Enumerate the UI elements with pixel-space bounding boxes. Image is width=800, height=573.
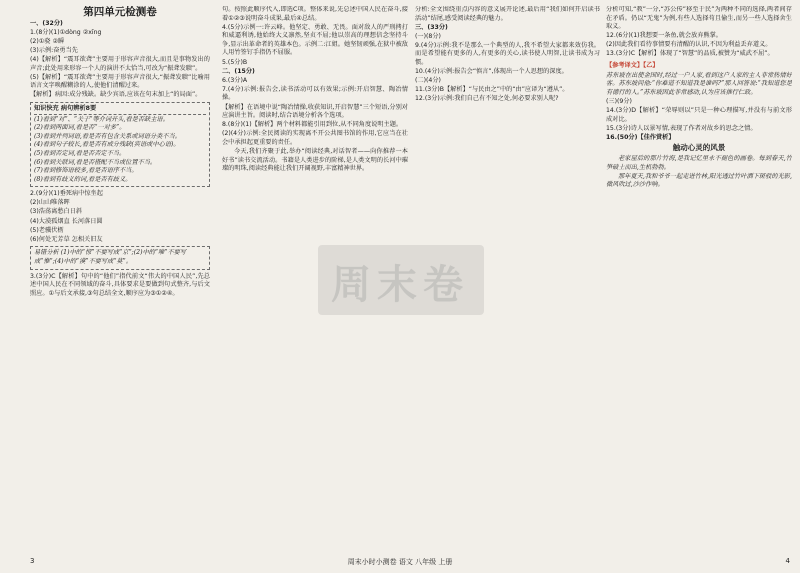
- knowledge-item: (1)看到“对”、“关于”等介词开头,看是否缺主语。: [34, 115, 169, 123]
- essay-paragraph: 老家屋后的那片竹海,是我记忆里永不褪色的画卷。每到春天,竹笋破土而出,生机勃勃。: [606, 155, 792, 171]
- answer-2-4: (4)大漠孤烟直 长河落日圆: [30, 217, 103, 225]
- knowledge-item: (6)看到关联词,看是否搭配不当或位置不当。: [34, 158, 157, 166]
- paragraph: 4.(5分)示例一:许云峰。他坚定、勇敢、无畏。面对敌人的严刑拷打和威逼利诱,他始终大义凛然,坚贞不屈;他以崇高的理想信念坚持斗争,显示出革命者的英雄本色。示例二:江姐。她坚韧顽强,在狱中被敌人用竹签钉手指仍不屈服。: [222, 23, 408, 57]
- paragraph: 11.(3分)B【解析】“与民由之”中的“由”应译为“遵从”。: [415, 86, 569, 94]
- answer-1-5: (5)【解析】“震耳欲聋”主要用于形容声音很大,“振聋发聩”比喻用语言文字唤醒糊涂的人,使他们清醒过来。: [30, 73, 210, 90]
- paragraph: (一)(8分): [415, 32, 441, 40]
- answer-1-6: 【解析】病因:成分残缺。缺少宾语,应该在句末加上“的局面”。: [30, 91, 202, 99]
- knowledge-item: (8)看到有歧义的词,看是否有歧义。: [34, 175, 132, 183]
- paragraph: 句。按照此顺序代入,即选C项。整体来说,先总述中国人民在奋斗,接着①②③说明奋斗成果,最后④总结。: [222, 6, 408, 22]
- page-number-right: 4: [785, 557, 790, 565]
- answer-16: 16.(50分)【佳作赏析】: [606, 133, 675, 141]
- answer-14: 14.(3分)D【解析】“荣辱则以”只是一种心理描写,并没有与前文形成对比。: [606, 107, 792, 123]
- answer-2-2: (2)山山唯落晖: [30, 199, 70, 207]
- paragraph: 10.(4分)示例:报告会“慎言”,体现出一个人思想的深度。: [415, 68, 568, 76]
- section-head: (三)(9分): [606, 97, 632, 105]
- answer-2-1: 2.(9分)(1)垂死病中惊坐起: [30, 190, 103, 198]
- paragraph: (2)因此我们看待事情要有清醒的认识,不因为利益丢弃道义。: [606, 41, 772, 49]
- paragraph: 5.(5分)B: [222, 58, 248, 66]
- essay-title: 触动心灵的风景: [672, 143, 726, 153]
- reference-translation: 苏东坡在出使金国时,经过一户人家,看到这户人家的主人非常热情好客。苏东坡问他:“你难道不知道我是谁吗?”那人回答说:“我知道您是有德行的人。”苏东坡因此非常感动,认为应该推行仁政。: [606, 71, 792, 96]
- knowledge-item: (7)看到修饰语较多,看是否语序不当。: [34, 167, 138, 175]
- paragraph: 7.(4分)示例:报告会,读书活动可以有效果;示例:开启智慧、陶冶情操。: [222, 85, 408, 102]
- error-tip: 易错分析 (1)中的“惊”不要写成“京”;(2)中的“唯”不要写成“惟”;(4)中的“漠”不要写成“莫”。: [34, 249, 186, 265]
- watermark-banner: 周末卷: [331, 261, 469, 308]
- answer-3: 3.(3分)C【解析】句中的“他们”指代前文“伟大的中国人民”,先总述中国人民在不同领域的奋斗,具体要求是要做到句式整齐,与后文照应。①与后文承接,③句总结全文,顺序应为③①②④。: [30, 272, 210, 297]
- footer-title: 周末小时小测卷 语文 八年级 上册: [347, 558, 453, 566]
- answer-2-3: (3)浩荡离愁白日斜: [30, 208, 83, 216]
- paragraph: 13.(3分)C【解析】体现了“智慧”的品质,被赞为“威武不屈”。: [606, 50, 774, 58]
- knowledge-item: (5)看到否定词,看是否否定不当。: [34, 149, 126, 157]
- answer-1-3: (3)示例:奋勇当先: [30, 46, 78, 54]
- answer-1-2: (2)①骁 ②瞬: [30, 37, 65, 45]
- essay-paragraph: 那年夏天,我和爷爷一起走进竹林,阳光透过竹叶洒下斑驳的光影,微风吹过,沙沙作响。: [606, 172, 792, 189]
- knowledge-title: 知识快充 病句辨析8要: [34, 105, 206, 115]
- paragraph: 二、(15分): [222, 67, 255, 75]
- paragraph: 今天,我们齐聚于此,举办“阅读经典,对话智者——向你推荐一本好书”读书交流活动。书籍是人类进步的阶梯,是人类文明的长河中璀璨的明珠,阅读经典能让我们开阔视野,丰富精神世界。: [222, 148, 408, 173]
- answer-15: 15.(3分)诗人以景写情,表现了作者对故乡的思念之情。: [606, 124, 757, 132]
- knowledge-item: (2)看到两面词,看是否“一对多”。: [34, 124, 126, 132]
- answer-1-1: 1.(8分)(1)①dòng ②xīng: [30, 28, 102, 36]
- paragraph: 6.(3分)A: [222, 76, 248, 84]
- column-1: [30, 6, 210, 546]
- paragraph: 分析可知,“教”一分,“苏公传”移至于民”为两种不同的选择,两者间存在矛盾。仍以“无鬼”为例,有些人选择苟且偷生,而另一些人选择舍生取义。: [606, 6, 792, 31]
- paragraph: (二)(4分): [415, 77, 441, 85]
- paragraph: 12.(3分)示例:我们自己有不知之处,何必要求别人呢?: [415, 95, 559, 103]
- knowledge-item: (3)看到并列词语,看是否有包含关系或词语分类不当。: [34, 132, 181, 140]
- paragraph: 8.(8分)(1)【解析】两个材料都能引用到位,从不同角度说明主题。: [222, 121, 403, 129]
- section-one: 一、(32分): [30, 19, 63, 27]
- column-4: [606, 6, 792, 546]
- paragraph: 【解析】在语境中说“陶冶情操,收获知识,开启智慧”三个短语,分别对应演讲主旨。阅读时,结合语境分析各个选项。: [222, 103, 408, 120]
- paragraph: (2)(4分)示例:全民阅读的实现离不开公共图书馆的作用,它应当在社会中承担起更重要的责任。: [222, 130, 408, 146]
- paragraph: 分析:全文围绕重点内容的意义展开论述,最后用“我们如何开启读书活动”结尾,感受阅读经典的魅力。: [415, 6, 600, 22]
- page-number-left: 3: [30, 557, 35, 565]
- exam-title: 第四单元检测卷: [83, 6, 157, 18]
- knowledge-box: [30, 102, 210, 187]
- answer-1-4: (4)【解析】“震耳欲聋”主要用于形容声音很大,而且是事物发出的声音;此处用来形容一个人的演讲不太恰当,可改为“振聋发聩”。: [30, 55, 210, 72]
- paragraph: 9.(4分)示例:我不是那么一个典型的人,我不希望大家都来效仿我。而是希望能有更多的人,有更多的关心,读书使人明智,让读书成为习惯。: [415, 41, 600, 67]
- paragraph: 三、(33分): [415, 23, 448, 31]
- answer-2-5: (5)老骥伏枥: [30, 226, 64, 234]
- paragraph: 12.(6分)(1)我想要一条鱼,就会放弃熊掌。: [606, 32, 722, 40]
- knowledge-item: (4)看到句子较长,看是否有成分残缺(宾语或中心语)。: [34, 141, 180, 149]
- answer-2-6: (6)何处无芳草 怎相关旧友: [30, 235, 103, 243]
- reference-translation-title: 【参考译文】【乙】: [606, 62, 659, 70]
- error-tip-box: [30, 246, 210, 269]
